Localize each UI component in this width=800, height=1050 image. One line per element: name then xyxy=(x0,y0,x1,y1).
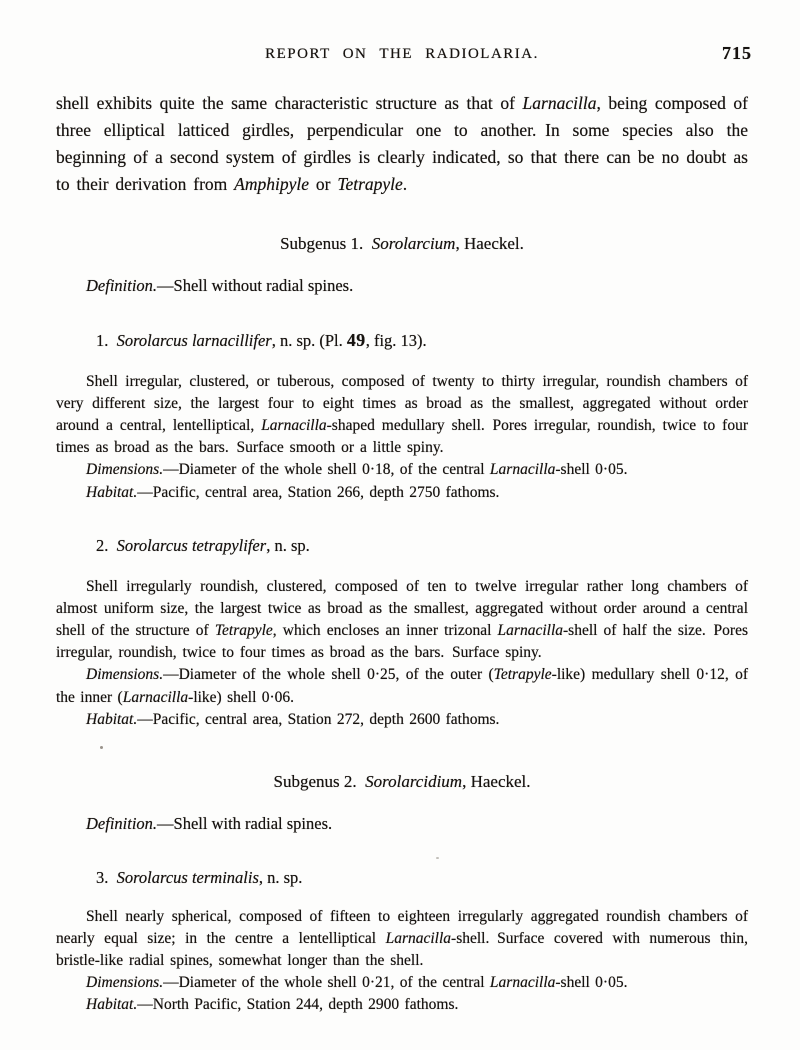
running-header xyxy=(56,0,752,65)
species-2-habitat: Habitat.—Pacific, central area, Station 272, depth 2600 fathoms. xyxy=(86,711,500,728)
scan-speck xyxy=(100,746,103,749)
species-1-description: Shell irregular, clustered, or tuberous, composed of twenty to thirty irregular, roundish chambers of very different size, the largest four to eight times as broad as the smallest, aggregated without order around a central, lentelliptical, Larnacilla-shaped medullary shell. Pores irregular, roundish, twice to four times as broad as the bars. Surface smooth or a little spiny. xyxy=(56,373,748,456)
page-title: REPORT ON THE RADIOLARIA. xyxy=(265,46,539,62)
intro-paragraph: shell exhibits quite the same characteristic structure as that of Larnacilla, being composed of three elliptical latticed girdles, perpendicular one to another. In some species also the beginning of a second system of girdles is clearly indicated, so that there can be no doubt as to their derivation from Amphipyle or Tetrapyle. xyxy=(56,93,748,194)
species-2-dimensions: Dimensions.—Diameter of the whole shell 0·25, of the outer (Tetrapyle-like) medullary shell 0·12, of the inner (Larnacilla-like) shell 0·06. xyxy=(56,666,748,706)
species-3-description: Shell nearly spherical, composed of fifteen to eighteen irregularly aggregated roundish chambers of nearly equal size; in the centre a lentelliptical Larnacilla-shell. Surface covered with numerous thin, bristle-like radial spines, somewhat longer than the shell. xyxy=(56,907,748,969)
subgenus-2-definition: Definition.—Shell with radial spines. xyxy=(86,813,333,833)
species-3-heading: 3. Sorolarcus terminalis, n. sp. xyxy=(96,867,303,887)
scan-speck xyxy=(436,857,439,859)
subgenus-2-heading: Subgenus 2. Sorolarcidium, Haeckel. xyxy=(273,771,531,791)
species-2-description: Shell irregularly roundish, clustered, composed of ten to twelve irregular rather long chambers of almost uniform size, the largest twice as broad as the smallest, aggregated without order around a central shell of the structure of Tetrapyle, which encloses an inner trizonal Larnacilla-shell of half the size. Pores irregular, roundish, twice to four times as broad as the bars. Surface spiny. xyxy=(56,578,748,661)
species-1-heading: 1. Sorolarcus larnacillifer, n. sp. (Pl. 49, fig. 13). xyxy=(96,330,427,350)
page-number: 715 xyxy=(722,43,752,63)
species-1-dimensions: Dimensions.—Diameter of the whole shell 0·18, of the central Larnacilla-shell 0·05. xyxy=(86,461,628,478)
page-content xyxy=(56,0,752,1017)
subgenus-1-definition: Definition.—Shell without radial spines. xyxy=(86,276,354,295)
species-3-habitat: Habitat.—North Pacific, Station 244, depth 2900 fathoms. xyxy=(86,996,459,1013)
species-2-heading: 2. Sorolarcus tetrapylifer, n. sp. xyxy=(96,536,310,555)
species-3-dimensions: Dimensions.—Diameter of the whole shell 0·21, of the central Larnacilla-shell 0·05. xyxy=(86,973,628,991)
species-1-habitat: Habitat.—Pacific, central area, Station 266, depth 2750 fathoms. xyxy=(86,483,500,501)
subgenus-1-heading: Subgenus 1. Sorolarcium, Haeckel. xyxy=(280,234,524,253)
